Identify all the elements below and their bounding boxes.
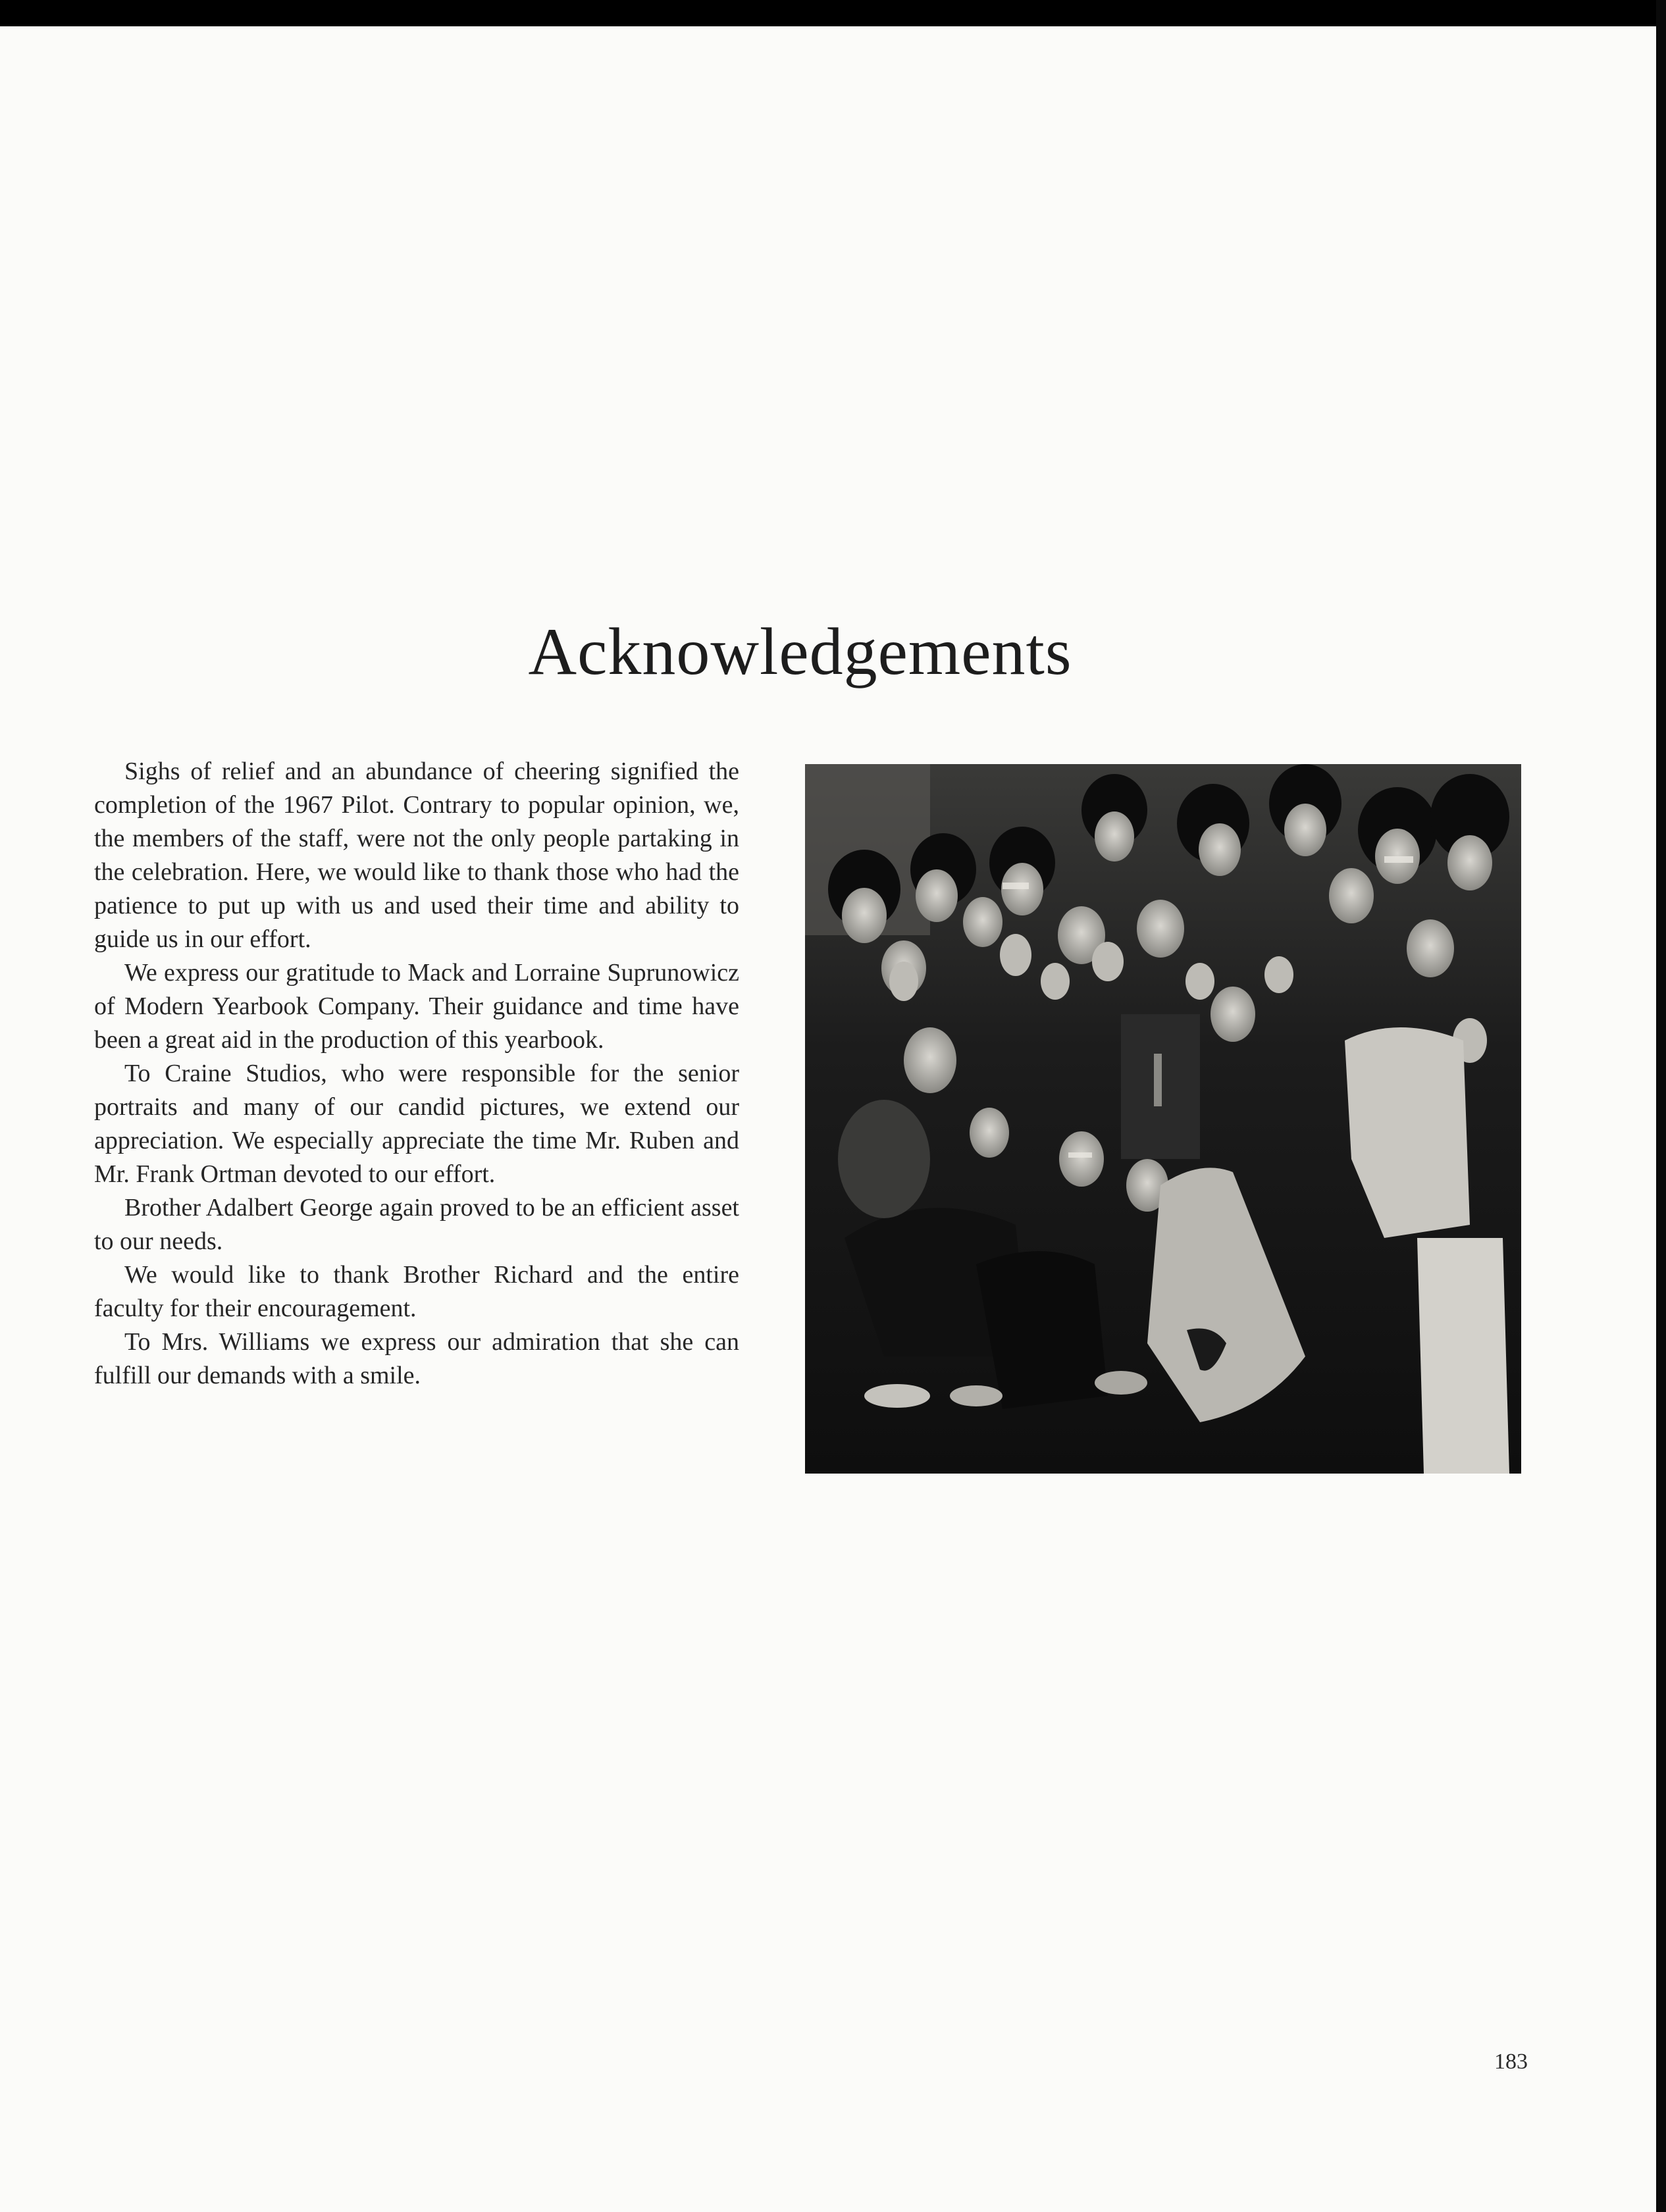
crowd-photo-graphic — [805, 764, 1521, 1474]
scan-edge — [1656, 0, 1666, 2212]
page-number: 183 — [1494, 2049, 1528, 2074]
paragraph-1: Sighs of relief and an abundance of cheering signified the completion of the 1967 Pilot. Contrary to popular opinion, we, the members of the staff, were not the only people partaking in the celebration. Here, we would like to thank those who had the patience to put up with us and used their time and ability to guide us in our effort. — [94, 758, 739, 953]
acknowledgements-text — [94, 755, 739, 1393]
paragraph-3: To Craine Studios, who were responsible for the senior portraits and many of our candid pictures, we extend our appreciation. We especially appreciate the time Mr. Ruben and Mr. Frank Ortman devoted to our effort. — [94, 1060, 739, 1188]
paragraph-6: To Mrs. Williams we express our admiration that she can fulfill our demands with a smile. — [94, 1328, 739, 1389]
page-title: Acknowledgements — [528, 615, 1072, 689]
paragraph-5: We would like to thank Brother Richard and the entire faculty for their encouragement. — [94, 1261, 739, 1322]
paragraph-2: We express our gratitude to Mack and Lorraine Suprunowicz of Modern Yearbook Company. Their guidance and time have been a great aid in the production of this yearbook. — [94, 959, 739, 1054]
yearbook-page — [0, 26, 1656, 2212]
crowd-photo — [805, 764, 1521, 1474]
paragraph-4: Brother Adalbert George again proved to be an efficient asset to our needs. — [94, 1194, 739, 1255]
